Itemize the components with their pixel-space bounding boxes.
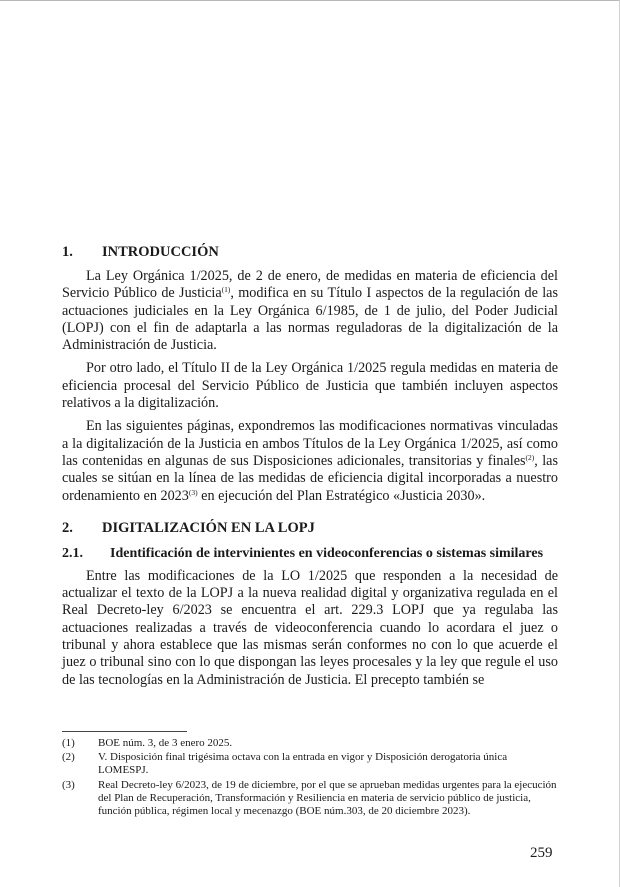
footnotes [62, 737, 558, 819]
footnote-number: (3) [62, 778, 75, 791]
footnote [62, 737, 558, 750]
section-number: 2. [62, 519, 73, 536]
paragraph: Por otro lado, el Título II de la Ley Orgánica 1/2025 regula medidas en materia de eficiencia procesal del Servicio Público de Justicia que también incluyen aspectos relativos a la digitalización. [62, 360, 558, 412]
paragraph-text: En las siguientes páginas, expondremos las modificaciones normativas vinculadas a la digitalización de la Justicia en ambos Títulos de la Ley Orgánica 1/2025, así como las contenidas en algunas de sus Disposiciones adicionales, transitorias y finales [62, 418, 558, 469]
page-number: 259 [530, 845, 553, 861]
paragraph-text: , modifica en su Título I aspectos de la regulación de las actuaciones judiciales en la Ley Orgánica 6/1985, de 1 de julio, del Poder Judicial (LOPJ) con el fin de adaptarla a las normas reguladoras de la digitalización de la Administración de Justicia. [62, 285, 558, 354]
top-border [0, 0, 620, 1]
paragraph-text: La Ley Orgánica 1/2025, de 2 de enero, de medidas en materia de eficiencia del Servicio Público de Justicia [62, 268, 558, 302]
subsection-number: 2.1. [62, 545, 83, 561]
section-heading-1 [62, 244, 558, 261]
footnote-ref[interactable]: (1) [221, 285, 231, 295]
paragraph-text: , las cuales se sitúan en la línea de las medidas de eficiencia digital incorporadas a nuestro ordenamiento en 2023 [62, 452, 558, 504]
footnote-ref[interactable]: (2) [525, 452, 535, 462]
footnote-number: (1) [62, 737, 75, 749]
footnote [62, 779, 558, 819]
section-heading-2 [62, 520, 558, 537]
footnote-text: Real Decreto-ley 6/2023, de 19 de diciembre, por el que se aprueban medidas urgentes para la ejecución del Plan de Recuperación, Transformación y Resiliencia en materia de servicio público de justicia, función pública, régimen local y mecenazgo (BOE núm.303, de 20 diciembre 2023). [98, 778, 557, 818]
body-text [62, 244, 558, 695]
footnote-number: (2) [62, 751, 75, 764]
footnote-text: V. Disposición final trigésima octava con la entrada en vigor y Disposición derogatoria única LOMESPJ. [98, 751, 508, 777]
paragraph-text: en ejecución del Plan Estratégico «Justicia 2030». [197, 487, 486, 504]
footnote-separator [62, 731, 187, 732]
footnote [62, 751, 558, 777]
paragraph [62, 268, 558, 354]
paragraph: Entre las modificaciones de la LO 1/2025 que responden a la necesidad de actualizar el texto de la LOPJ a la nueva realidad digital y organizativa regulada en el Real Decreto-ley 6/2023 se encuentra el art. 229.3 LOPJ que ya regulaba las actuaciones realizadas a través de videoconferencia cuando lo acordara el juez o tribunal y ahora establece que las mismas serán conformes no con lo que acuerde el juez o tribunal sino con lo que dispongan las leyes procesales y la ley que regule el uso de las tecnologías en la Administración de Justicia. El precepto también se [62, 567, 558, 688]
subsection-heading-2-1 [62, 546, 558, 562]
section-title: DIGITALIZACIÓN EN LA LOPJ [102, 519, 315, 536]
footnote-ref[interactable]: (3) [188, 487, 198, 497]
paragraph [62, 418, 558, 504]
subsection-title: Identificación de intervinientes en videoconferencias o sistemas similares [110, 545, 544, 561]
section-title: INTRODUCCIÓN [102, 244, 219, 260]
section-number: 1. [62, 244, 73, 260]
footnote-text: BOE núm. 3, de 3 enero 2025. [98, 737, 233, 749]
